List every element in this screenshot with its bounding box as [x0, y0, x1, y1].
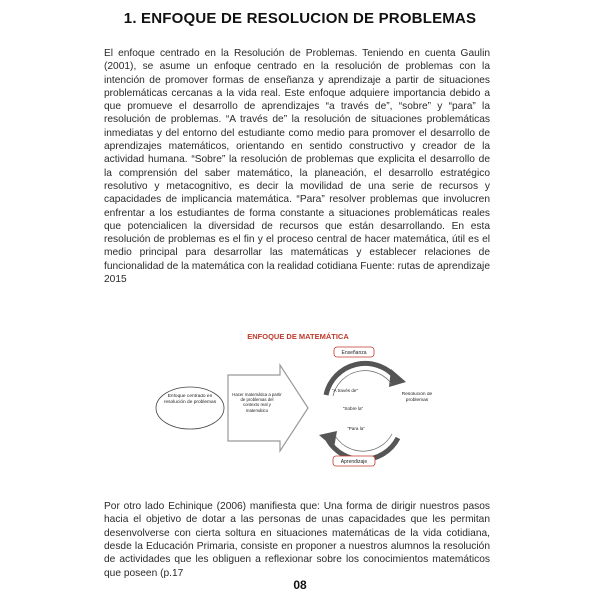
top-badge	[334, 347, 374, 357]
paragraph-1-text: El enfoque centrado en la Resolución de Problemas. Teniendo en cuenta Gaulin (2001), se asume un enfoque centrado en la resolución de problemas con la intención de promover formas de enseñanza y aprendizaje a partir de situaciones problemáticas cercanas a la vida real. Este enfoque adquiere importancia debido a que promueve el desarrollo de aprendizajes “a través de”, “sobre” y “para” la resolución de problemas. “A través de” la resolución de situaciones problemáticas inmediatas y del entorno del estudiante como medio para promover el desarrollo de aprendizajes matemáticos, orientando en sentido constructivo y creador de la actividad humana. “Sobre” la resolución de problemas que explicita el desarrollo de la comprensión del saber matemático, la planeación, el desarrollo estratégico resolutivo y metacognitivo, es decir la movilidad de una serie de recursos y capacidades de implicancia matemática. “Para” resolver problemas que involucren enfrentar a los estudiantes de forma constante a situaciones problemáticas reales que potencialicen la diversidad de recursos que están desarrollando. En esta resolución de problemas es el fin y el proceso central de hacer matemática, útil es el medio principal para desarrollar las matemáticas y establecer relaciones de funcionalidad de la matemática con la realidad cotidiana Fuente: rutas de aprendizaje 2015	[104, 48, 490, 286]
bottom-badge	[333, 456, 375, 466]
cycle-label-para-la: “Para la”	[347, 426, 365, 431]
page-title: 1. ENFOQUE DE RESOLUCION DE PROBLEMAS	[123, 10, 477, 27]
paragraph-2-text: Por otro lado Echinique (2006) manifiesta que: Una forma de dirigir nuestros pasos hacia el objetivo de dotar a las personas de unas capacidades que les permitan desenvolverse con cierta soltura en situaciones matemáticas de la vida cotidiana, desde la Educación Primaria, consiste en proponer a nuestros alumnos la resolución de actividades que les obliguen a reflexionar sobre los conocimientos matemáticos que poseen (p.17	[104, 501, 490, 579]
page-number: 08	[293, 578, 307, 592]
paragraph-1	[104, 47, 490, 286]
left-ellipse-label: Enfoque centrado en resolución de problemas	[163, 394, 217, 405]
figure-title: ENFOQUE DE MATEMÁTICA	[247, 332, 349, 341]
paragraph-2	[104, 490, 490, 590]
bottom-badge-label: Aprendizaje	[340, 459, 368, 465]
arrow-label: Hacer matemática a partir de problemas del contexto real y matemático	[232, 392, 282, 413]
top-badge-label: Enseñanza	[341, 350, 367, 356]
enfoque-matematica-diagram	[148, 330, 448, 475]
left-ellipse	[156, 387, 224, 429]
cycle-arrows	[326, 363, 398, 459]
right-label: Resolución de problemas	[401, 392, 433, 403]
big-arrow	[228, 365, 308, 451]
cycle-label-sobre-la: “Sobre la”	[342, 406, 364, 411]
cycle-label-a-traves-de: “A través de”	[331, 388, 359, 393]
